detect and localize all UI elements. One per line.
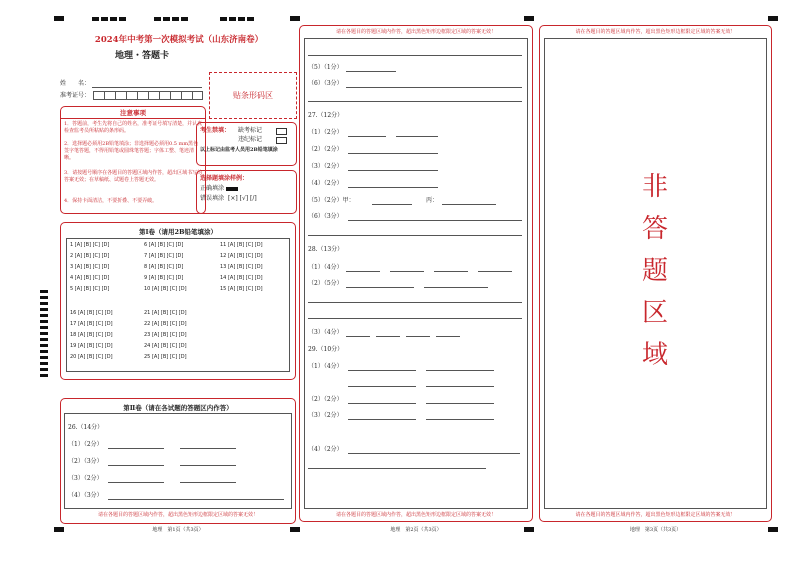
q25-part: （6）（3分） [308, 80, 343, 87]
choice-question-7[interactable]: 7 [A] [B] [C] [D] [144, 253, 184, 259]
choice-question-19[interactable]: 19 [A] [B] [C] [D] [70, 343, 113, 349]
answer-line[interactable] [348, 170, 438, 171]
answer-line[interactable] [348, 453, 520, 454]
correct-fill-sample [226, 187, 238, 191]
page2-answer-area[interactable] [304, 38, 528, 509]
non-answer-char: 区 [642, 298, 669, 328]
choice-question-11[interactable]: 11 [A] [B] [C] [D] [220, 242, 263, 248]
question-26: 26.（14分） [68, 424, 104, 431]
choice-question-13[interactable]: 13 [A] [B] [C] [D] [220, 264, 263, 270]
answer-line[interactable] [390, 271, 424, 272]
page-subtitle: 地理・答题卡 [114, 51, 169, 61]
exam-note-text: 以上标记由监考人员用2B铅笔填涂 [200, 147, 278, 153]
choice-question-21[interactable]: 21 [A] [B] [C] [D] [144, 310, 187, 316]
answer-line[interactable] [372, 204, 412, 205]
q27-part: （3）（2分） [308, 163, 343, 170]
answer-line[interactable] [308, 302, 522, 303]
wrong-fill-samples: [×] [√] [/] [228, 195, 257, 202]
choice-question-16[interactable]: 16 [A] [B] [C] [D] [70, 310, 113, 316]
alignment-mark [54, 16, 64, 21]
q28-part: （1）（4分） [308, 264, 343, 271]
answer-line[interactable] [346, 287, 414, 288]
absent-checkbox[interactable] [276, 128, 287, 135]
choice-question-6[interactable]: 6 [A] [B] [C] [D] [144, 242, 184, 248]
choice-question-24[interactable]: 24 [A] [B] [C] [D] [144, 343, 187, 349]
answer-line[interactable] [180, 448, 236, 449]
answer-line[interactable] [424, 287, 488, 288]
warning-text: 请在各题目的答题区域内作答，超出黑色矩形边框限定区域的答案无效！ [575, 29, 736, 35]
choice-question-10[interactable]: 10 [A] [B] [C] [D] [144, 286, 187, 292]
warning-text: 请在各题目的答题区域内作答，超出黑色矩形边框限定区域的答案无效！ [335, 29, 496, 35]
q26-part: （4）（3分） [68, 492, 103, 499]
answer-line[interactable] [348, 153, 438, 154]
choice-question-5[interactable]: 5 [A] [B] [C] [D] [70, 286, 110, 292]
choice-question-4[interactable]: 4 [A] [B] [C] [D] [70, 275, 110, 281]
alignment-mark [768, 16, 778, 21]
answer-line[interactable] [108, 499, 284, 500]
q27-part: （6）（3分） [308, 213, 343, 220]
answer-line[interactable] [348, 136, 386, 137]
answer-line[interactable] [426, 419, 494, 420]
answer-line[interactable] [308, 55, 522, 56]
warning-text: 请在各题目的答题区域内作答，超出黑色矩形边框限定区域的答案无效！ [575, 512, 736, 518]
q28-part: （3）（4分） [308, 329, 343, 336]
fill-sample-heading: 选择题填涂样例： [200, 175, 249, 182]
answer-line[interactable] [180, 482, 236, 483]
ticket-number-boxes[interactable] [93, 91, 203, 100]
question-27: 27.（12分） [308, 112, 344, 119]
q29-part: （4）（2分） [308, 446, 343, 453]
warning-text: 请在各题目的答题区域内作答，超出黑色矩形边框限定区域的答案无效！ [97, 512, 258, 518]
choice-question-15[interactable]: 15 [A] [B] [C] [D] [220, 286, 263, 292]
q27-part: （2）（2分） [308, 146, 343, 153]
q29-part: （1）（4分） [308, 363, 343, 370]
notice-item: 2．选择题必须用2B铅笔填涂；非选择题必须用0.5 mm黑色签字笔答题，不得用铅笔或圆珠笔答题；字体工整、笔迹清晰。 [64, 141, 199, 161]
answer-line[interactable] [406, 336, 430, 337]
exam-note-label: 考生禁填： [200, 127, 231, 134]
warning-text: 请在各题目的答题区域内作答，超出黑色矩形边框限定区域的答案无效！ [335, 512, 496, 518]
notice-item: 4．保持卡面清洁，不要折叠、不要弄破。 [64, 198, 158, 204]
answer-line[interactable] [346, 87, 522, 88]
answer-line[interactable] [180, 465, 236, 466]
answer-line[interactable] [346, 336, 370, 337]
answer-line[interactable] [108, 465, 164, 466]
answer-line[interactable] [426, 386, 494, 387]
alignment-mark [290, 16, 300, 21]
answer-line[interactable] [426, 403, 494, 404]
q27-label-yi: 丙： [426, 197, 439, 204]
choice-question-1[interactable]: 1 [A] [B] [C] [D] [70, 242, 110, 248]
alignment-mark [92, 17, 126, 21]
page-footer: 地理 第3页（共3页） [629, 527, 682, 533]
choice-question-18[interactable]: 18 [A] [B] [C] [D] [70, 332, 113, 338]
non-answer-char: 非 [642, 172, 669, 202]
ticket-label: 准考证号： [60, 92, 91, 99]
q26-part: （1）（2分） [68, 441, 103, 448]
page-footer: 地理 第1页（共3页） [152, 527, 204, 533]
alignment-mark [154, 17, 188, 21]
question-29: 29.（10分） [308, 346, 344, 353]
answer-line[interactable] [348, 187, 438, 188]
page-title: 2024年中考第一次模拟考试（山东济南卷） [94, 35, 264, 45]
answer-line[interactable] [348, 220, 522, 221]
answer-line[interactable] [348, 386, 416, 387]
correct-fill-label: 正确填涂 [200, 185, 225, 192]
q27-part: （5）（2分）甲： [308, 197, 355, 204]
barcode-label: 贴条形码区 [233, 91, 273, 100]
choice-question-2[interactable]: 2 [A] [B] [C] [D] [70, 253, 110, 259]
alignment-mark [220, 17, 254, 21]
answer-line[interactable] [478, 271, 512, 272]
q29-part: （3）（2分） [308, 412, 343, 419]
non-answer-char: 域 [642, 340, 669, 370]
q26-part: （3）（2分） [68, 475, 103, 482]
answer-line[interactable] [436, 336, 460, 337]
q25-part: （5）（1分） [308, 64, 343, 71]
choice-question-22[interactable]: 22 [A] [B] [C] [D] [144, 321, 187, 327]
q28-part: （2）（5分） [308, 280, 343, 287]
non-answer-char: 题 [642, 256, 669, 286]
choice-question-25[interactable]: 25 [A] [B] [C] [D] [144, 354, 187, 360]
answer-line[interactable] [348, 370, 416, 371]
choice-question-8[interactable]: 8 [A] [B] [C] [D] [144, 264, 184, 270]
answer-line[interactable] [308, 318, 522, 319]
choice-question-12[interactable]: 12 [A] [B] [C] [D] [220, 253, 263, 259]
section1-title: 第Ⅰ卷（请用2B铅笔填涂） [138, 228, 218, 236]
notice-item: 1．答题前，考生先将自己的姓名，准考证号填写清楚，并认真检查监考员所粘贴的条形码。 [64, 121, 203, 134]
notice-heading: 注意事项 [120, 109, 146, 117]
choice-question-9[interactable]: 9 [A] [B] [C] [D] [144, 275, 184, 281]
answer-line[interactable] [442, 204, 496, 205]
choice-question-20[interactable]: 20 [A] [B] [C] [D] [70, 354, 113, 360]
answer-line[interactable] [348, 419, 416, 420]
choice-question-14[interactable]: 14 [A] [B] [C] [D] [220, 275, 263, 281]
answer-line[interactable] [308, 101, 522, 102]
answer-line[interactable] [426, 370, 494, 371]
answer-line[interactable] [108, 448, 164, 449]
name-field[interactable] [92, 87, 202, 88]
answer-line[interactable] [434, 271, 468, 272]
answer-line[interactable] [108, 482, 164, 483]
page-footer: 地理 第2页（共3页） [390, 527, 442, 533]
choice-question-3[interactable]: 3 [A] [B] [C] [D] [70, 264, 110, 270]
choice-question-23[interactable]: 23 [A] [B] [C] [D] [144, 332, 187, 338]
answer-line[interactable] [308, 468, 486, 469]
choice-question-17[interactable]: 17 [A] [B] [C] [D] [70, 321, 113, 327]
alignment-mark [524, 16, 534, 21]
answer-line[interactable] [396, 136, 438, 137]
answer-line[interactable] [308, 235, 522, 236]
non-answer-char: 答 [642, 214, 669, 244]
notice-item: 3．请按题号顺序在各题目的答题区域内作答，超出区域书写的答案无效；在草稿纸、试题卷上答题无效。 [64, 170, 203, 183]
answer-line[interactable] [346, 71, 396, 72]
absent-label: 缺考标记 [238, 127, 263, 134]
section2-title: 第Ⅱ卷（请在各试题的答题区内作答） [123, 404, 233, 412]
violation-checkbox[interactable] [276, 137, 287, 144]
q27-part: （4）（2分） [308, 180, 343, 187]
q27-part: （1）（2分） [308, 129, 343, 136]
timing-marks [40, 290, 48, 378]
question-28: 28.（13分） [308, 246, 344, 253]
wrong-fill-label: 错误填涂 [200, 195, 225, 202]
answer-line[interactable] [376, 336, 400, 337]
q29-part: （2）（2分） [308, 396, 343, 403]
answer-line[interactable] [346, 271, 380, 272]
name-label: 姓 名： [60, 80, 91, 87]
q26-part: （2）（3分） [68, 458, 103, 465]
answer-line[interactable] [348, 403, 416, 404]
violation-label: 违纪标记 [238, 136, 263, 143]
